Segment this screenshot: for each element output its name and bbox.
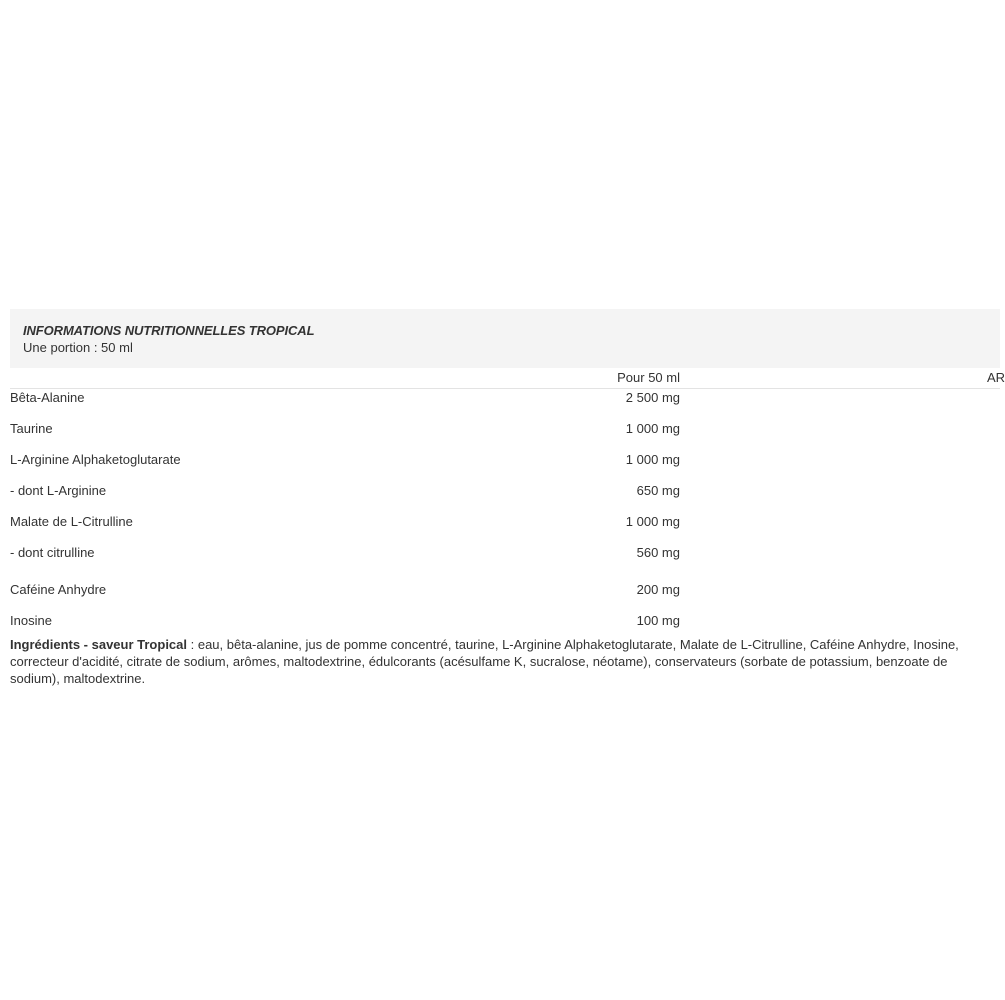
nutrient-value: 560 mg xyxy=(636,545,680,560)
nutrient-value: 200 mg xyxy=(636,582,680,597)
table-row xyxy=(10,513,680,531)
table-row xyxy=(10,482,680,500)
nutrient-value: 650 mg xyxy=(636,483,680,498)
table-row xyxy=(10,544,680,562)
nutrition-panel xyxy=(10,309,1005,628)
table-header xyxy=(10,368,1005,389)
nutrient-value: 2 500 mg xyxy=(625,390,680,405)
nutrient-name: Malate de L-Citrulline xyxy=(10,514,133,529)
nutrient-name: Taurine xyxy=(10,421,53,436)
nutrition-title: INFORMATIONS NUTRITIONNELLES TROPICAL xyxy=(23,323,315,338)
nutrient-name: - dont citrulline xyxy=(10,545,95,560)
ingredients-label: Ingrédients - saveur Tropical xyxy=(10,637,187,652)
ingredients-text xyxy=(10,636,985,687)
ingredients-list: : eau, bêta-alanine, jus de pomme concentré, taurine, L-Arginine Alphaketoglutarate, Malate de L-Citrulline, Caféine Anhydre, Inosine, correcteur d'acidité, citrate de sodium, arômes, maltodextrine, édulcorants (acésulfame K, sucralose, néotame), conservateurs (sorbate de potassium, benzoate de sodium), maltodextrine. xyxy=(10,637,959,686)
table-row xyxy=(10,389,680,407)
table-row xyxy=(10,581,680,599)
column-header-ar: AR xyxy=(987,370,1005,385)
serving-size: Une portion : 50 ml xyxy=(23,340,133,355)
nutrition-table xyxy=(10,389,1000,628)
column-header-per-serving: Pour 50 ml xyxy=(617,370,680,385)
table-row xyxy=(10,612,680,630)
nutrient-name: Caféine Anhydre xyxy=(10,582,107,597)
nutrient-name: L-Arginine Alphaketoglutarate xyxy=(10,452,181,467)
table-row xyxy=(10,420,680,438)
nutrient-name: - dont L-Arginine xyxy=(10,483,107,498)
nutrition-header xyxy=(10,309,1000,368)
nutrient-name: Bêta-Alanine xyxy=(10,390,85,405)
nutrient-value: 1 000 mg xyxy=(625,452,680,467)
nutrient-value: 1 000 mg xyxy=(625,421,680,436)
nutrient-value: 100 mg xyxy=(636,613,680,628)
table-row xyxy=(10,451,680,469)
nutrient-value: 1 000 mg xyxy=(625,514,680,529)
nutrient-name: Inosine xyxy=(10,613,52,628)
